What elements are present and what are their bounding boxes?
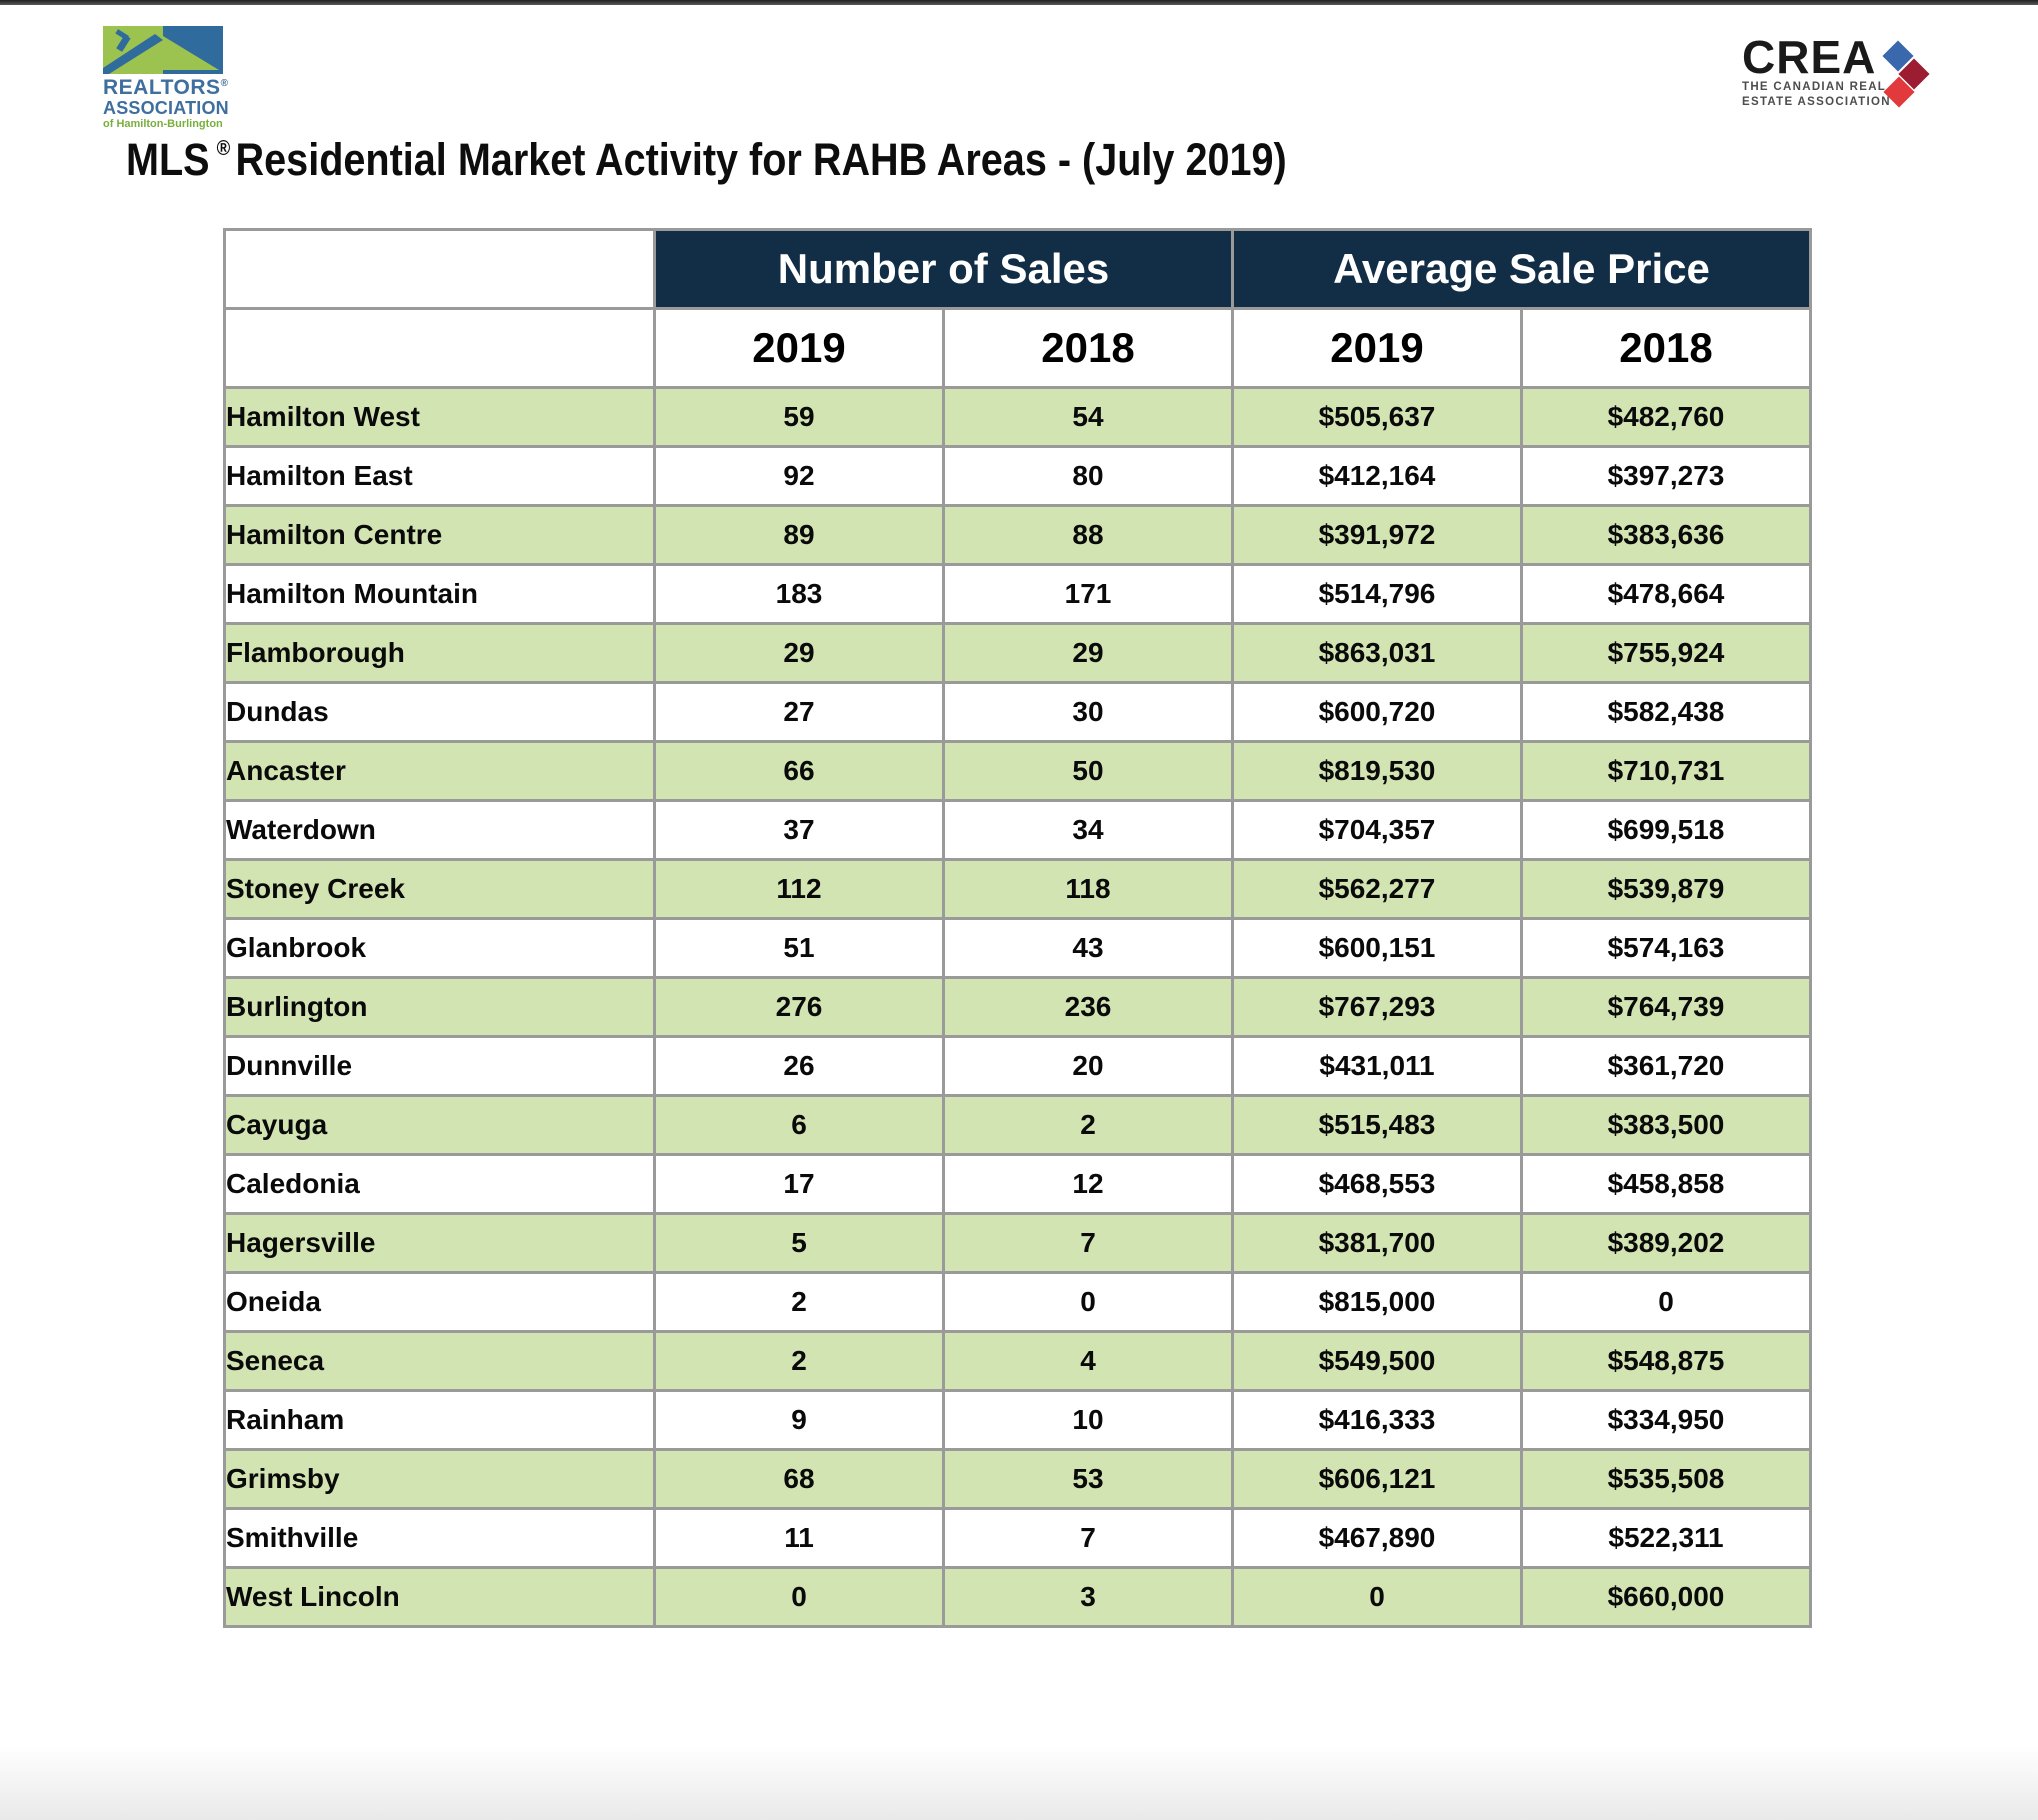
- region-cell: Hamilton East: [225, 447, 655, 506]
- price-2018-cell: $522,311: [1522, 1509, 1811, 1568]
- price-2019-cell: $815,000: [1233, 1273, 1522, 1332]
- region-cell: Oneida: [225, 1273, 655, 1332]
- region-cell: Hamilton West: [225, 388, 655, 447]
- region-cell: Waterdown: [225, 801, 655, 860]
- region-cell: Hagersville: [225, 1214, 655, 1273]
- table-row: [225, 1509, 1811, 1568]
- sales-2018-cell: 88: [944, 506, 1233, 565]
- sales-2019-cell: 11: [655, 1509, 944, 1568]
- table-row: [225, 978, 1811, 1037]
- price-2019-cell: $391,972: [1233, 506, 1522, 565]
- price-2019-cell: $467,890: [1233, 1509, 1522, 1568]
- sales-2018-cell: 80: [944, 447, 1233, 506]
- sales-2018-cell: 34: [944, 801, 1233, 860]
- table-row: [225, 1155, 1811, 1214]
- table-row: [225, 565, 1811, 624]
- price-2019-cell: $600,151: [1233, 919, 1522, 978]
- sales-2019-cell: 89: [655, 506, 944, 565]
- price-2018-cell: $699,518: [1522, 801, 1811, 860]
- region-cell: Flamborough: [225, 624, 655, 683]
- group-header-row: [225, 230, 1811, 309]
- window-top-edge: [0, 0, 2038, 5]
- price-2019-cell: $562,277: [1233, 860, 1522, 919]
- crea-tagline-line2: ESTATE ASSOCIATION: [1742, 95, 1891, 108]
- price-2018-cell: $383,636: [1522, 506, 1811, 565]
- price-2018-cell: $660,000: [1522, 1568, 1811, 1627]
- page-title: [126, 134, 1287, 186]
- price-2018-cell: $482,760: [1522, 388, 1811, 447]
- sales-2019-cell: 27: [655, 683, 944, 742]
- price-2019-cell: $704,357: [1233, 801, 1522, 860]
- sales-2018-cell: 0: [944, 1273, 1233, 1332]
- sales-2019-cell: 66: [655, 742, 944, 801]
- crea-wordmark: CREA: [1742, 31, 1877, 83]
- price-year-2018-header: 2018: [1522, 309, 1811, 388]
- page-bottom-fade: [0, 1745, 2038, 1820]
- table-row: [225, 1391, 1811, 1450]
- price-2019-cell: 0: [1233, 1568, 1522, 1627]
- region-cell: Seneca: [225, 1332, 655, 1391]
- price-year-2019-header: 2019: [1233, 309, 1522, 388]
- price-2018-cell: $383,500: [1522, 1096, 1811, 1155]
- page-title-rest: Residential Market Activity for RAHB Areas - (July 2019): [235, 134, 1287, 185]
- price-2018-cell: $535,508: [1522, 1450, 1811, 1509]
- sales-2018-cell: 10: [944, 1391, 1233, 1450]
- price-2018-cell: 0: [1522, 1273, 1811, 1332]
- region-cell: Ancaster: [225, 742, 655, 801]
- sales-2018-cell: 50: [944, 742, 1233, 801]
- price-2018-cell: $458,858: [1522, 1155, 1811, 1214]
- sales-2019-cell: 112: [655, 860, 944, 919]
- table-row: [225, 1450, 1811, 1509]
- table-row: [225, 624, 1811, 683]
- region-cell: Cayuga: [225, 1096, 655, 1155]
- sales-2018-cell: 7: [944, 1214, 1233, 1273]
- rahb-realtors-text: REALTORS®: [103, 76, 229, 99]
- price-2019-cell: $431,011: [1233, 1037, 1522, 1096]
- price-2018-cell: $478,664: [1522, 565, 1811, 624]
- region-cell: Glanbrook: [225, 919, 655, 978]
- sales-2018-cell: 53: [944, 1450, 1233, 1509]
- price-2018-cell: $539,879: [1522, 860, 1811, 919]
- sales-2019-cell: 2: [655, 1273, 944, 1332]
- sales-year-2018-header: 2018: [944, 309, 1233, 388]
- sales-2018-cell: 12: [944, 1155, 1233, 1214]
- sales-2019-cell: 26: [655, 1037, 944, 1096]
- price-2018-cell: $574,163: [1522, 919, 1811, 978]
- region-cell: Rainham: [225, 1391, 655, 1450]
- sales-2018-cell: 54: [944, 388, 1233, 447]
- sales-2019-cell: 5: [655, 1214, 944, 1273]
- region-cell: Caledonia: [225, 1155, 655, 1214]
- table-row: [225, 506, 1811, 565]
- sales-2018-cell: 4: [944, 1332, 1233, 1391]
- sales-2019-cell: 37: [655, 801, 944, 860]
- table-row: [225, 1037, 1811, 1096]
- region-cell: Hamilton Mountain: [225, 565, 655, 624]
- price-2018-cell: $397,273: [1522, 447, 1811, 506]
- table-row: [225, 1214, 1811, 1273]
- sales-2019-cell: 0: [655, 1568, 944, 1627]
- page-title-mls: MLS: [126, 134, 210, 185]
- price-2019-cell: $416,333: [1233, 1391, 1522, 1450]
- table-row: [225, 1273, 1811, 1332]
- rahb-logo: [103, 26, 253, 131]
- corner-cell: [225, 230, 655, 309]
- price-2018-cell: $755,924: [1522, 624, 1811, 683]
- price-2018-cell: $582,438: [1522, 683, 1811, 742]
- table-row: [225, 1568, 1811, 1627]
- sales-2018-cell: 7: [944, 1509, 1233, 1568]
- sales-2019-cell: 183: [655, 565, 944, 624]
- sales-2019-cell: 276: [655, 978, 944, 1037]
- price-2018-cell: $334,950: [1522, 1391, 1811, 1450]
- year-header-row: [225, 309, 1811, 388]
- region-cell: Smithville: [225, 1509, 655, 1568]
- rahb-roof-icon: [103, 26, 253, 74]
- price-2019-cell: $381,700: [1233, 1214, 1522, 1273]
- price-2019-cell: $600,720: [1233, 683, 1522, 742]
- region-cell: Hamilton Centre: [225, 506, 655, 565]
- price-2019-cell: $863,031: [1233, 624, 1522, 683]
- rahb-hamilton-burlington-text: of Hamilton-Burlington: [103, 117, 223, 130]
- price-2019-cell: $505,637: [1233, 388, 1522, 447]
- sales-year-2019-header: 2019: [655, 309, 944, 388]
- sales-2018-cell: 43: [944, 919, 1233, 978]
- average-sale-price-header: Average Sale Price: [1233, 230, 1811, 309]
- table-row: [225, 742, 1811, 801]
- price-2019-cell: $549,500: [1233, 1332, 1522, 1391]
- price-2018-cell: $764,739: [1522, 978, 1811, 1037]
- table-row: [225, 801, 1811, 860]
- sales-2019-cell: 17: [655, 1155, 944, 1214]
- region-cell: Burlington: [225, 978, 655, 1037]
- region-cell: Dundas: [225, 683, 655, 742]
- region-cell: Dunnville: [225, 1037, 655, 1096]
- corner-cell: [225, 309, 655, 388]
- region-cell: Grimsby: [225, 1450, 655, 1509]
- sales-2018-cell: 29: [944, 624, 1233, 683]
- registered-mark: ®: [216, 137, 231, 160]
- sales-2018-cell: 2: [944, 1096, 1233, 1155]
- price-2019-cell: $514,796: [1233, 565, 1522, 624]
- price-2019-cell: $767,293: [1233, 978, 1522, 1037]
- table-row: [225, 447, 1811, 506]
- price-2018-cell: $710,731: [1522, 742, 1811, 801]
- region-cell: Stoney Creek: [225, 860, 655, 919]
- sales-2018-cell: 30: [944, 683, 1233, 742]
- sales-2018-cell: 171: [944, 565, 1233, 624]
- sales-2019-cell: 2: [655, 1332, 944, 1391]
- sales-2019-cell: 9: [655, 1391, 944, 1450]
- table-row: [225, 683, 1811, 742]
- registered-mark: ®: [220, 78, 229, 89]
- table-row: [225, 860, 1811, 919]
- sales-2019-cell: 6: [655, 1096, 944, 1155]
- price-2018-cell: $548,875: [1522, 1332, 1811, 1391]
- sales-2018-cell: 20: [944, 1037, 1233, 1096]
- price-2018-cell: $361,720: [1522, 1037, 1811, 1096]
- price-2019-cell: $468,553: [1233, 1155, 1522, 1214]
- sales-2019-cell: 29: [655, 624, 944, 683]
- sales-2019-cell: 92: [655, 447, 944, 506]
- price-2019-cell: $515,483: [1233, 1096, 1522, 1155]
- sales-2019-cell: 68: [655, 1450, 944, 1509]
- price-2019-cell: $606,121: [1233, 1450, 1522, 1509]
- sales-2019-cell: 59: [655, 388, 944, 447]
- table-row: [225, 1096, 1811, 1155]
- market-activity-table: [223, 228, 1812, 1628]
- region-cell: West Lincoln: [225, 1568, 655, 1627]
- sales-2018-cell: 236: [944, 978, 1233, 1037]
- rahb-association-text: ASSOCIATION: [103, 98, 229, 119]
- number-of-sales-header: Number of Sales: [655, 230, 1233, 309]
- table-row: [225, 919, 1811, 978]
- crea-diamonds-icon: [1876, 38, 1946, 123]
- price-2018-cell: $389,202: [1522, 1214, 1811, 1273]
- table-row: [225, 1332, 1811, 1391]
- sales-2019-cell: 51: [655, 919, 944, 978]
- sales-2018-cell: 118: [944, 860, 1233, 919]
- crea-tagline-line1: THE CANADIAN REAL: [1742, 81, 1887, 93]
- price-2019-cell: $412,164: [1233, 447, 1522, 506]
- table-row: [225, 388, 1811, 447]
- price-2019-cell: $819,530: [1233, 742, 1522, 801]
- sales-2018-cell: 3: [944, 1568, 1233, 1627]
